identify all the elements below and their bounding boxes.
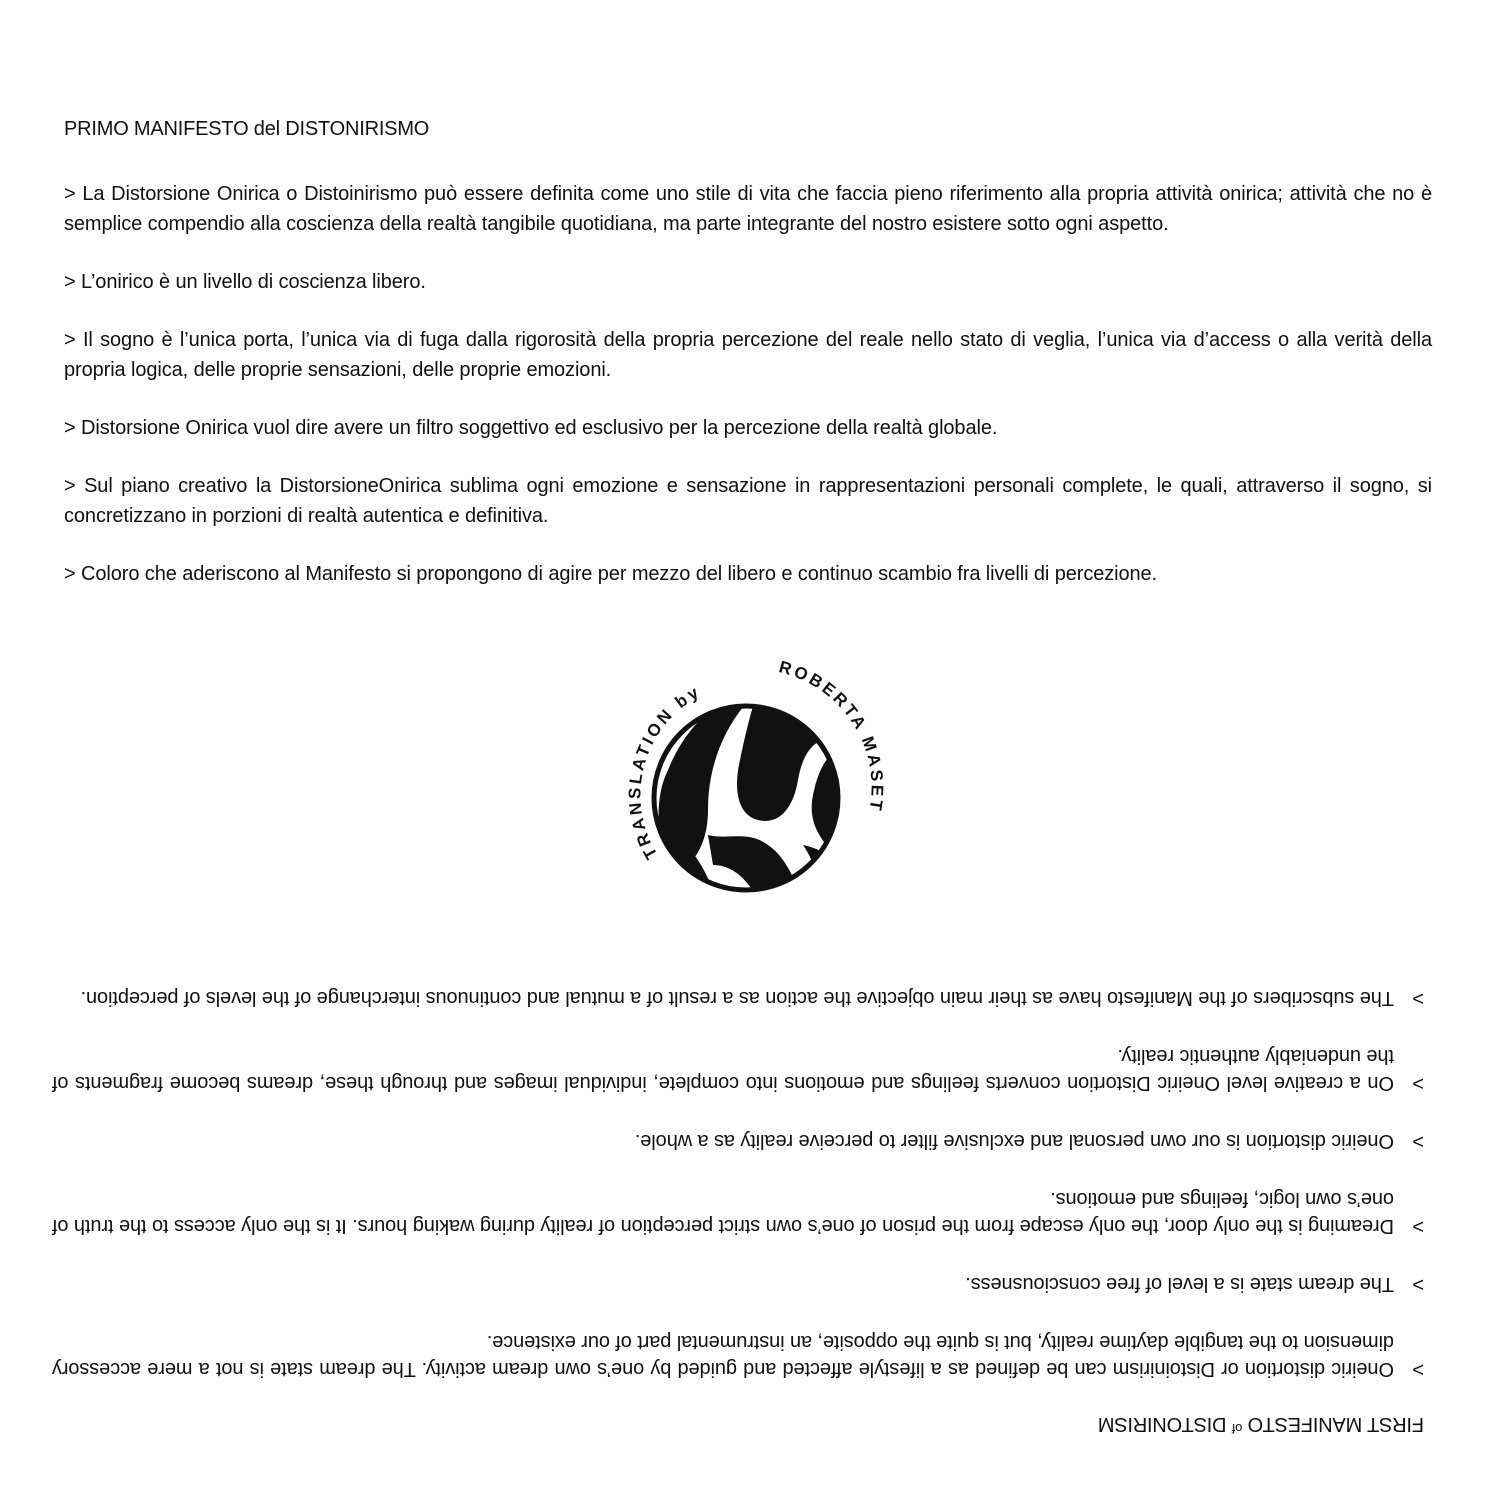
italian-manifesto — [64, 118, 1432, 617]
english-paragraph-3: >Dreaming is the only door, the only escape from the prison of one’s own strict perception of reality during waking hours. It is the only access to the truth of one’s own logic, feelings and emotions. — [52, 1188, 1424, 1237]
english-paragraph-2: >The dream state is a level of free consciousness. — [52, 1270, 1424, 1297]
bullet-marker: > — [1412, 1358, 1424, 1380]
english-paragraph-4: >Oneiric distortion is our own personal and exclusive filter to perceive reality as a whole. — [52, 1127, 1424, 1154]
italian-paragraph-4: > Distorsione Onirica vuol dire avere un filtro soggettivo ed esclusivo per la percezione della realtà globale. — [64, 417, 998, 439]
bullet-marker: > — [1412, 1215, 1424, 1237]
english-title-part1: FIRST MANIFESTO — [1247, 1413, 1424, 1435]
italian-paragraph-6: > Coloro che aderiscono al Manifesto si propongono di agire per mezzo del libero e continuo scambio fra livelli di percezione. — [64, 563, 1158, 585]
english-title-part2: DISTONIRISM — [1097, 1413, 1227, 1435]
bullet-marker: > — [1412, 1273, 1424, 1295]
translator-stamp — [608, 650, 898, 900]
english-title — [52, 1412, 1424, 1436]
italian-paragraph-2: > L’onirico è un livello di coscienza libero. — [64, 271, 426, 293]
english-title-of: of — [1231, 1421, 1243, 1436]
bullet-marker: > — [1412, 987, 1424, 1009]
bullet-marker: > — [1412, 1072, 1424, 1094]
italian-title: PRIMO MANIFESTO del DISTONIRISMO — [64, 118, 430, 140]
italian-paragraph-5: > Sul piano creativo la DistorsioneOnirica sublima ogni emozione e sensazione in rappresentazioni personali complete, le quali, attraverso il sogno, si concretizzano in porzioni di realtà autentica e definitiva. — [64, 475, 1432, 527]
italian-paragraph-3: > Il sogno è l’unica porta, l’unica via di fuga dalla rigorosità della propria percezione del reale nello stato di veglia, l’unica via d’access o alla verità della propria logica, delle proprie sensazioni, delle proprie emozioni. — [64, 329, 1432, 381]
italian-paragraph-1: > La Distorsione Onirica o Distoinirismo può essere definita come uno stile di vita che faccia pieno riferimento alla propria attività onirica; attività che no è semplice compendio alla coscienza della realtà tangibile quotidiana, ma parte integrante del nostro esistere sotto ogni aspetto. — [64, 183, 1432, 235]
english-manifesto — [52, 946, 1424, 1436]
stamp-left-text: TRANSLATION by — [625, 681, 705, 863]
english-paragraph-1: >Oneiric distortion or Distoinirism can be defined as a lifestyle affected and guided by one’s own dream activity. The dream state is not a mere accessory dimension to the tangible daytime reality, but is quite the opposite, an instrumental part of our existence. — [52, 1331, 1424, 1380]
english-paragraph-6: >The subscribers of the Manifesto have as their main objective the action as a result of a mutual and continuous interchange of the levels of perception. — [52, 984, 1424, 1011]
stamp-logo-icon — [608, 650, 898, 900]
stamp-right-text: ROBERTA MASET — [776, 657, 887, 815]
english-paragraph-5: >On a creative level Oneiric Distortion converts feelings and emotions into complete, individual images and through these, dreams become fragments of the undeniably authentic reality. — [52, 1045, 1424, 1094]
bullet-marker: > — [1412, 1130, 1424, 1152]
